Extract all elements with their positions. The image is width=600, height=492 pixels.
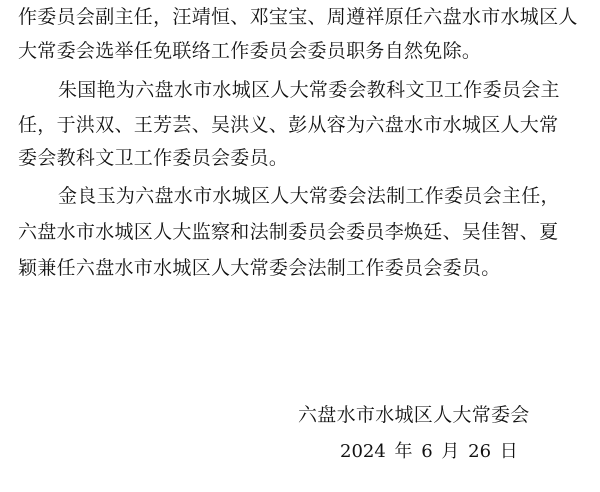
paragraph-1-line-1: 作委员会副主任，汪靖恒、邓宝宝、周遵祥原任六盘水市水城区人 (18, 6, 578, 28)
paragraph-1-line-2: 大常委会选举任免联络工作委员会委员职务自然免除。 (18, 40, 482, 62)
signature-organization: 六盘水市水城区人大常委会 (298, 404, 530, 426)
signature-date: 2024 年 6 月 26 日 (340, 441, 518, 462)
paragraph-3-line-2: 六盘水市水城区人大监察和法制委员会委员李焕廷、吴佳智、夏 (18, 221, 559, 243)
paragraph-3-line-3: 颖兼任六盘水市水城区人大常委会法制工作委员会委员。 (18, 257, 501, 279)
paragraph-2-line-3: 委会教科文卫工作委员会委员。 (18, 147, 289, 169)
paragraph-3-line-1: 金良玉为六盘水市水城区人大常委会法制工作委员会主任， (58, 185, 560, 207)
paragraph-2-line-2: 任，于洪双、王芳芸、吴洪义、彭从容为六盘水市水城区人大常 (18, 114, 559, 136)
paragraph-2-line-1: 朱国艳为六盘水市水城区人大常委会教科文卫工作委员会主 (58, 79, 560, 101)
